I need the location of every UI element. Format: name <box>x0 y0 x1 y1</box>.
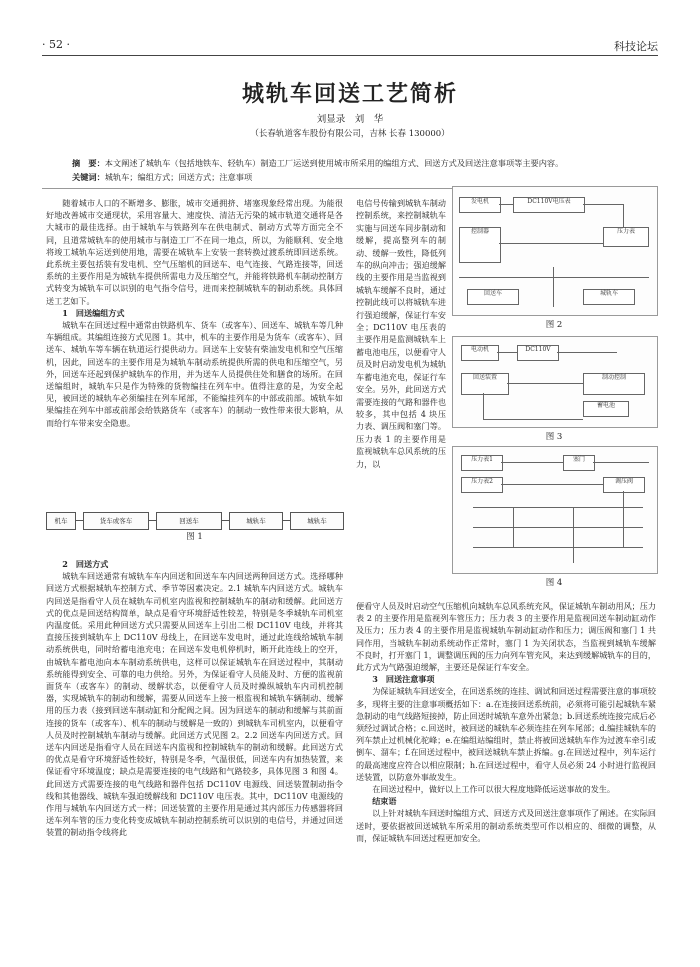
fig3-wire <box>557 352 617 353</box>
article-title: 城轨车回送工艺简析 <box>241 82 458 107</box>
fig2-gauge-box: 压力表 <box>603 227 649 247</box>
heading-3: 3 回送注意事项 <box>372 674 435 685</box>
paragraph-conclusion: 以上针对城轨车回送时编组方式、回送方式及回送注意事项作了阐述。在实际回送时，要依据被回送城轨车所采用的制动系统类型可作以相应的、细微的调整，从而，保证城轨车回送过程更加安全。 <box>356 808 656 843</box>
fig2-wire <box>583 204 623 205</box>
intro-paragraph: 随着城市人口的不断增多、膨胀，城市交通拥挤、堵塞现象经常出现。为能很好地改善城市交通现状，采用容量大、速度快、清洁无污染的城市轨道交通将是各大城市的最佳选择。由于城轨车与铁路列车在供电制式、制动方式等方面完全不同，且道常城轨车的使用城市与制造工厂不在同一地点，所以，为能顺利、安全地将竣工城轨车运送到使用地，需要在城轨车上安装一套转换过渡系统即回送系统。此系统主要包括装有发电机、空气压缩机的回送车、电气连接、气路连接等，回送系统的主要作用是为城轨车提供所需电力及压缩空气，并能将铁路机车制动控制方式转变为城轨车可以识别的电气指令信号，进而来控制城轨车的制动系统。具体回送工艺如下。 <box>46 198 343 306</box>
fig1-car: 货车或客车 <box>83 512 149 530</box>
figure-4 <box>452 446 658 574</box>
fig2-car-box: 回送车 <box>467 289 519 305</box>
fig2-generator-box: 发电机 <box>459 197 501 213</box>
fig3-device-box: 回送装置 <box>461 373 509 395</box>
fig3-battery-box: 蓄电池 <box>583 401 629 417</box>
header-rule <box>42 55 658 56</box>
fig2-wire <box>499 243 603 244</box>
fig1-car: 机车 <box>46 512 76 530</box>
figure-3-label: 图 3 <box>545 432 563 442</box>
fig4-regulator-box: 调压阀 <box>603 477 645 493</box>
fig3-wire <box>507 383 583 384</box>
fig4-pipe <box>623 491 624 547</box>
fig1-car: 回送车 <box>156 512 222 530</box>
heading-conclusion: 结束语 <box>372 796 397 807</box>
figure-2-label: 图 2 <box>545 320 563 330</box>
fig4-pipe <box>513 507 514 547</box>
fig3-motor-box: 电动机 <box>461 345 499 361</box>
fig4-gauge-box: 压力表1 <box>461 455 503 471</box>
abstract-text: 本文阐述了城轨车（包括地铁车、轻轨车）制造工厂运送到使用城市所采用的编组方式、回送方式及回送注意事项等主要内容。 <box>104 158 564 168</box>
paragraph-4: 在回送过程中，做好以上工作可以很大程度地降低运送事故的发生。 <box>372 784 616 795</box>
paragraph-3: 为保证城轨车回送安全，在回送系统的连挂、调试和回送过程需要注意的事项较多，现将主要的注意事项概括如下：a.在连接回送系统前，必须将可能引起城轨车紧急制动的电气线路短接掉，防止回送时城轨车意外出紧急；b.回送系统连接完成后必须经过调试合格；c.回送时，被回送的城轨车必须连挂在列车尾部；d.编挂城轨车的列车禁止过机械化驼峰；e.在编组站编组时，禁止将被回送城轨车作为过渡车牵引或倒车、溜车；f.在回送过程中，被回送城轨车禁止拆编。g.在回送过程中，列车运行的最高速度应符合以相应限制；h.在回送过程中，看守人员必须 24 小时进行监视回送装置，以防意外事故发生。 <box>356 686 656 782</box>
fig2-divider <box>553 267 554 307</box>
fig2-car-box: 城轨车 <box>583 289 635 305</box>
keywords <box>72 170 662 184</box>
fig4-pipe <box>473 507 643 508</box>
fig2-control-box: 控制器 <box>459 227 501 263</box>
fig1-coupler <box>282 520 290 521</box>
fig4-cock-box: 塞门 <box>563 455 595 471</box>
fig1-car: 城轨车 <box>229 512 283 530</box>
paragraph-1: 城轨车在回送过程中通常由铁路机车、货车（或客车）、回送车、城轨车等几种车辆组成。其编组连接方式见图 1。其中，机车的主要作用是为货车（或客车）、回送车、城轨车等车辆在轨道运行提供动力。回送车上安装有柴油发电机和空气压缩机，因此，回送车的主要作用是为城轨车制动系统提供所需的供电和压缩空气，另外，回送车还起到保护城轨车的作用，并为送车人员提供住处和膳食的场所。在回送编组时，城轨车只是作为特殊的货物编挂在列车中。值得注意的是，为安全起见，被回送的城轨车必须编挂在列车尾部，不能编挂列车的中部或前部。城轨车如果编挂在列车中部或前部会给铁路货车（或客车）的制动一致性带来很大影响，从而给行车带来安全隐患。 <box>46 320 343 428</box>
left-column-top <box>46 197 343 429</box>
figure-1-label: 图 1 <box>186 532 203 542</box>
fig1-car: 城轨车 <box>290 512 344 530</box>
keywords-label: 关键词： <box>72 172 105 182</box>
figure-4-label: 图 4 <box>545 578 563 588</box>
fig2-wire <box>459 277 649 278</box>
fig4-pipe <box>593 462 649 463</box>
fig2-wire <box>499 204 513 205</box>
affiliation: （长春轨道客车股份有限公司，吉林 长春 130000） <box>250 129 450 139</box>
fig3-dc-box: DC110V <box>517 345 559 361</box>
right-narrow-paragraph: 电信号传输到城轨车制动控制系统，来控制城轨车实施与回送车同步制动和缓解，提高整列车的制动、缓解一致性，降低列车的纵向冲击；强迫缓解线的主要作用是当监视到城轨车缓解不良时，通过控制此线可以将城轨车进行强迫缓解，保证行车安全；DC110V 电压表的主要作用是监测城轨车上蓄电池电压，以便看守人员及时启动发电机为城轨车蓄电池充电，保证行车安全。另外，此回送方式需要连接的气路和器件也较多，其中包括 4 块压力表、调压阀和塞门等。压力表 1 的主要作用是监视城轨车总风系统的压力，以 <box>356 198 446 469</box>
fig4-gauge-box: 压力表2 <box>461 477 503 493</box>
fig4-pipe <box>501 484 603 485</box>
abstract-block <box>72 156 662 184</box>
figure-1 <box>46 510 343 532</box>
authors: 刘显录 刘 华 <box>316 114 384 125</box>
fig1-coupler <box>75 520 83 521</box>
fig2-voltmeter-box: DC110V电压表 <box>513 197 585 213</box>
heading-1: 1 回送编组方式 <box>62 307 125 318</box>
fig4-pipe <box>573 507 574 563</box>
fig1-coupler <box>221 520 229 521</box>
keywords-text: 城轨车；编组方式；回送方式；注意事项 <box>104 172 253 182</box>
abstract-label: 摘 要： <box>72 158 105 168</box>
abstract <box>72 156 662 170</box>
page-number: · 52 · <box>42 38 70 51</box>
heading-2: 2 回送方式 <box>62 559 109 569</box>
fig3-wire <box>483 393 484 419</box>
fig3-brake-box: 制动控制 <box>583 373 645 395</box>
fig3-wire <box>483 419 583 420</box>
left-column-bottom <box>46 558 343 839</box>
fig4-pipe <box>473 547 643 548</box>
fig3-wire <box>497 352 517 353</box>
figure-2 <box>452 186 658 316</box>
fig1-coupler <box>148 520 156 521</box>
fig2-wire <box>623 204 624 227</box>
right-column-bottom <box>356 600 656 844</box>
fig4-pipe <box>501 462 563 463</box>
section-name: 科技论坛 <box>614 40 658 53</box>
paragraph-2: 城轨车回送通常有城轨车车内回送和回送车车内回送两种回送方式。选择哪种回送方式根据城轨车控制方式、季节等因素决定。2.1 城轨车内回送方式。城轨车内回送是指看守人员在城轨车司机室内监视和控制城轨车的制动和缓解。此回送方式的优点是回送结构简单，缺点是看守环境舒适性较差，特别是冬季城轨车司机室内温度低。采用此种回送方式只需要从回送车上引出二根 DC110V 电线，并将其直接压接到城轨车上 DC110V 母线上，在回送车发电时，通过此连线给城轨车制动系统供电，同时给蓄电池充电；在回送车发电机停机时，断开此连线上的空开，由城轨车蓄电池向本车制动系统供电，这样可以保证城轨车在回送过程中，其制动系统能得到安全、可靠的电力供给。另外，为保证看守人员能及时、方便的监视前面货车（或客车）的制动、缓解状态，以便看守人员及时操纵城轨车内司机控制器，实现城轨车的制动和缓解，需要从回送车上接一根监视和城轨车辆制动、缓解用的压力表（接到回送车制动缸和分配阀之间。因为回送车的制动和缓解与其前面连接的货车（或客车）、机车的制动与缓解是一致的）到城轨车司机室内，以便看守人员及时控制城轨车制动与缓解。此回送方式见图 2。2.2 回送车内回送方式。回送车内回送是指看守人员在回送车内监视和控制城轨车的制动和缓解。此回送方式的优点是看守环境舒适性较好，特别是冬季，气温很低，回送车内有加热装置，来保证看守环境温度；缺点是需要连接的电气线路和气路较多，具体见图 3 和图 4。此回送方式需要连接的电气线路和器件包括 DC110V 电源线、回送装置制动指令线和其他器线、城轨车强迫缓解线和 DC110V 电压表。其中，DC110V 电源线的作用与城轨车内回送方式一样；回送装置的主要作用是通过其内部压力传感器将回送车列车管的压力变化转变成城轨车制动控制系统可以识别的电信号，并通过回送装置的制动指令线将此 <box>46 571 343 838</box>
right-bottom-paragraph: 便看守人员及时启动空气压缩机向城轨车总风系统充风，保证城轨车制动用风；压力表 2 的主要作用是监视列车管压力；压力表 3 的主要作用是监视回送车制动缸动作及压力；压力表 4 的主要作用是监视城轨车制动缸动作和压力；调压阀和塞门 1 共同作用，当城轨车制动系统动作正常时，塞门 1 为关闭状态，当监视到城轨车缓解不良时，打开塞门 1，调整调压阀的压力向列车管充风，来达到缓解城轨车的目的，此方式为气路强迫缓解，主要还是保证行车安全。 <box>356 601 656 673</box>
figure-3 <box>452 336 658 428</box>
fig4-pipe <box>473 527 643 528</box>
right-column-narrow <box>356 197 446 470</box>
